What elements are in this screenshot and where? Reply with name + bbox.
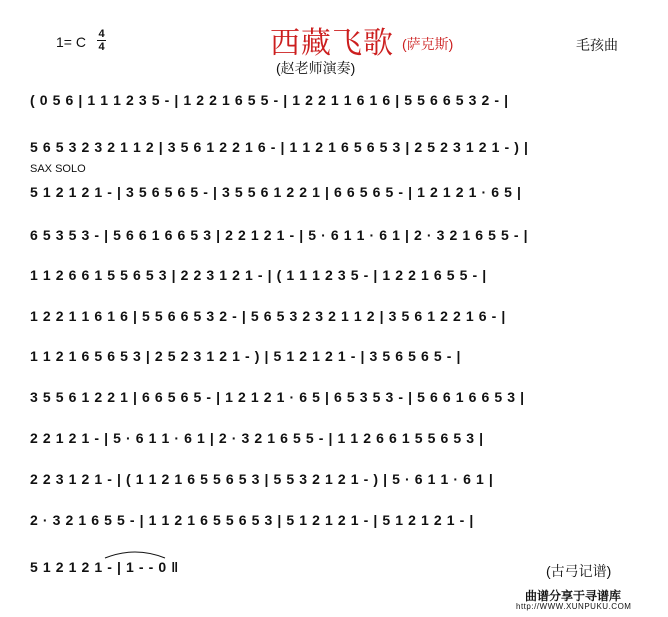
score-row-7: 1 1 2 1 6 5 6 5 3 | 2 5 2 3 1 2 1 - ) | 5 1 2 1 2 1 - | 3 5 6 5 6 5 - | <box>30 348 462 364</box>
score-row-3: 5 1 2 1 2 1 - | 3 5 6 5 6 5 - | 3 5 5 6 1 2 2 1 | 6 6 5 6 5 - | 1 2 1 2 1 · 6 5 | <box>30 184 522 200</box>
site-url: http://WWW.XUNPUKU.COM <box>516 602 632 611</box>
composer-credit: 毛孩曲 <box>576 37 618 53</box>
score-row-10: 2 2 3 1 2 1 - | ( 1 1 2 1 6 5 5 6 5 3 | 5 5 3 2 1 2 1 - ) | 5 · 6 1 1 · 6 1 | <box>30 471 494 487</box>
time-signature-bottom: 4 <box>98 41 105 53</box>
score-row-12: 5 1 2 1 2 1 - | 1 - - 0 ‖ <box>30 559 179 575</box>
time-signature-top: 4 <box>98 28 105 40</box>
transcriber-note: (古弓记谱) <box>546 563 612 579</box>
page-title: 西藏飞歌 <box>270 26 394 61</box>
sax-solo-label: SAX SOLO <box>30 163 86 175</box>
key-signature: 1= C <box>56 34 86 50</box>
time-signature <box>97 29 106 52</box>
score-row-11: 2 · 3 2 1 6 5 5 - | 1 1 2 1 6 5 5 6 5 3 | 5 1 2 1 2 1 - | 5 1 2 1 2 1 - | <box>30 512 474 528</box>
score-row-8: 3 5 5 6 1 2 2 1 | 6 6 5 6 5 - | 1 2 1 2 1 · 6 5 | 6 5 3 5 3 - | 5 6 6 1 6 6 5 3 | <box>30 389 525 405</box>
score-row-9: 2 2 1 2 1 - | 5 · 6 1 1 · 6 1 | 2 · 3 2 1 6 5 5 - | 1 1 2 6 6 1 5 5 6 5 3 | <box>30 430 484 446</box>
score-row-4: 6 5 3 5 3 - | 5 6 6 1 6 6 5 3 | 2 2 1 2 1 - | 5 · 6 1 1 · 6 1 | 2 · 3 2 1 6 5 5 - | <box>30 227 529 243</box>
score-row-6: 1 2 2 1 1 6 1 6 | 5 5 6 6 5 3 2 - | 5 6 5 3 2 3 2 1 1 2 | 3 5 6 1 2 2 1 6 - | <box>30 308 506 324</box>
site-credit: 曲谱分享于寻谱库 <box>525 589 622 603</box>
score-row-2: 5 6 5 3 2 3 2 1 1 2 | 3 5 6 1 2 2 1 6 - | 1 1 2 1 6 5 6 5 3 | 2 5 2 3 1 2 1 - ) | <box>30 139 529 155</box>
title-instrument-note: (萨克斯) <box>402 36 454 52</box>
score-row-1: ( 0 5 6 | 1 1 1 2 3 5 - | 1 2 2 1 6 5 5 - | 1 2 2 1 1 6 1 6 | 5 5 6 6 5 3 2 - | <box>30 92 509 108</box>
score-row-5: 1 1 2 6 6 1 5 5 6 5 3 | 2 2 3 1 2 1 - | ( 1 1 1 2 3 5 - | 1 2 2 1 6 5 5 - | <box>30 267 487 283</box>
performer-subtitle: (赵老师演奏) <box>276 60 356 76</box>
